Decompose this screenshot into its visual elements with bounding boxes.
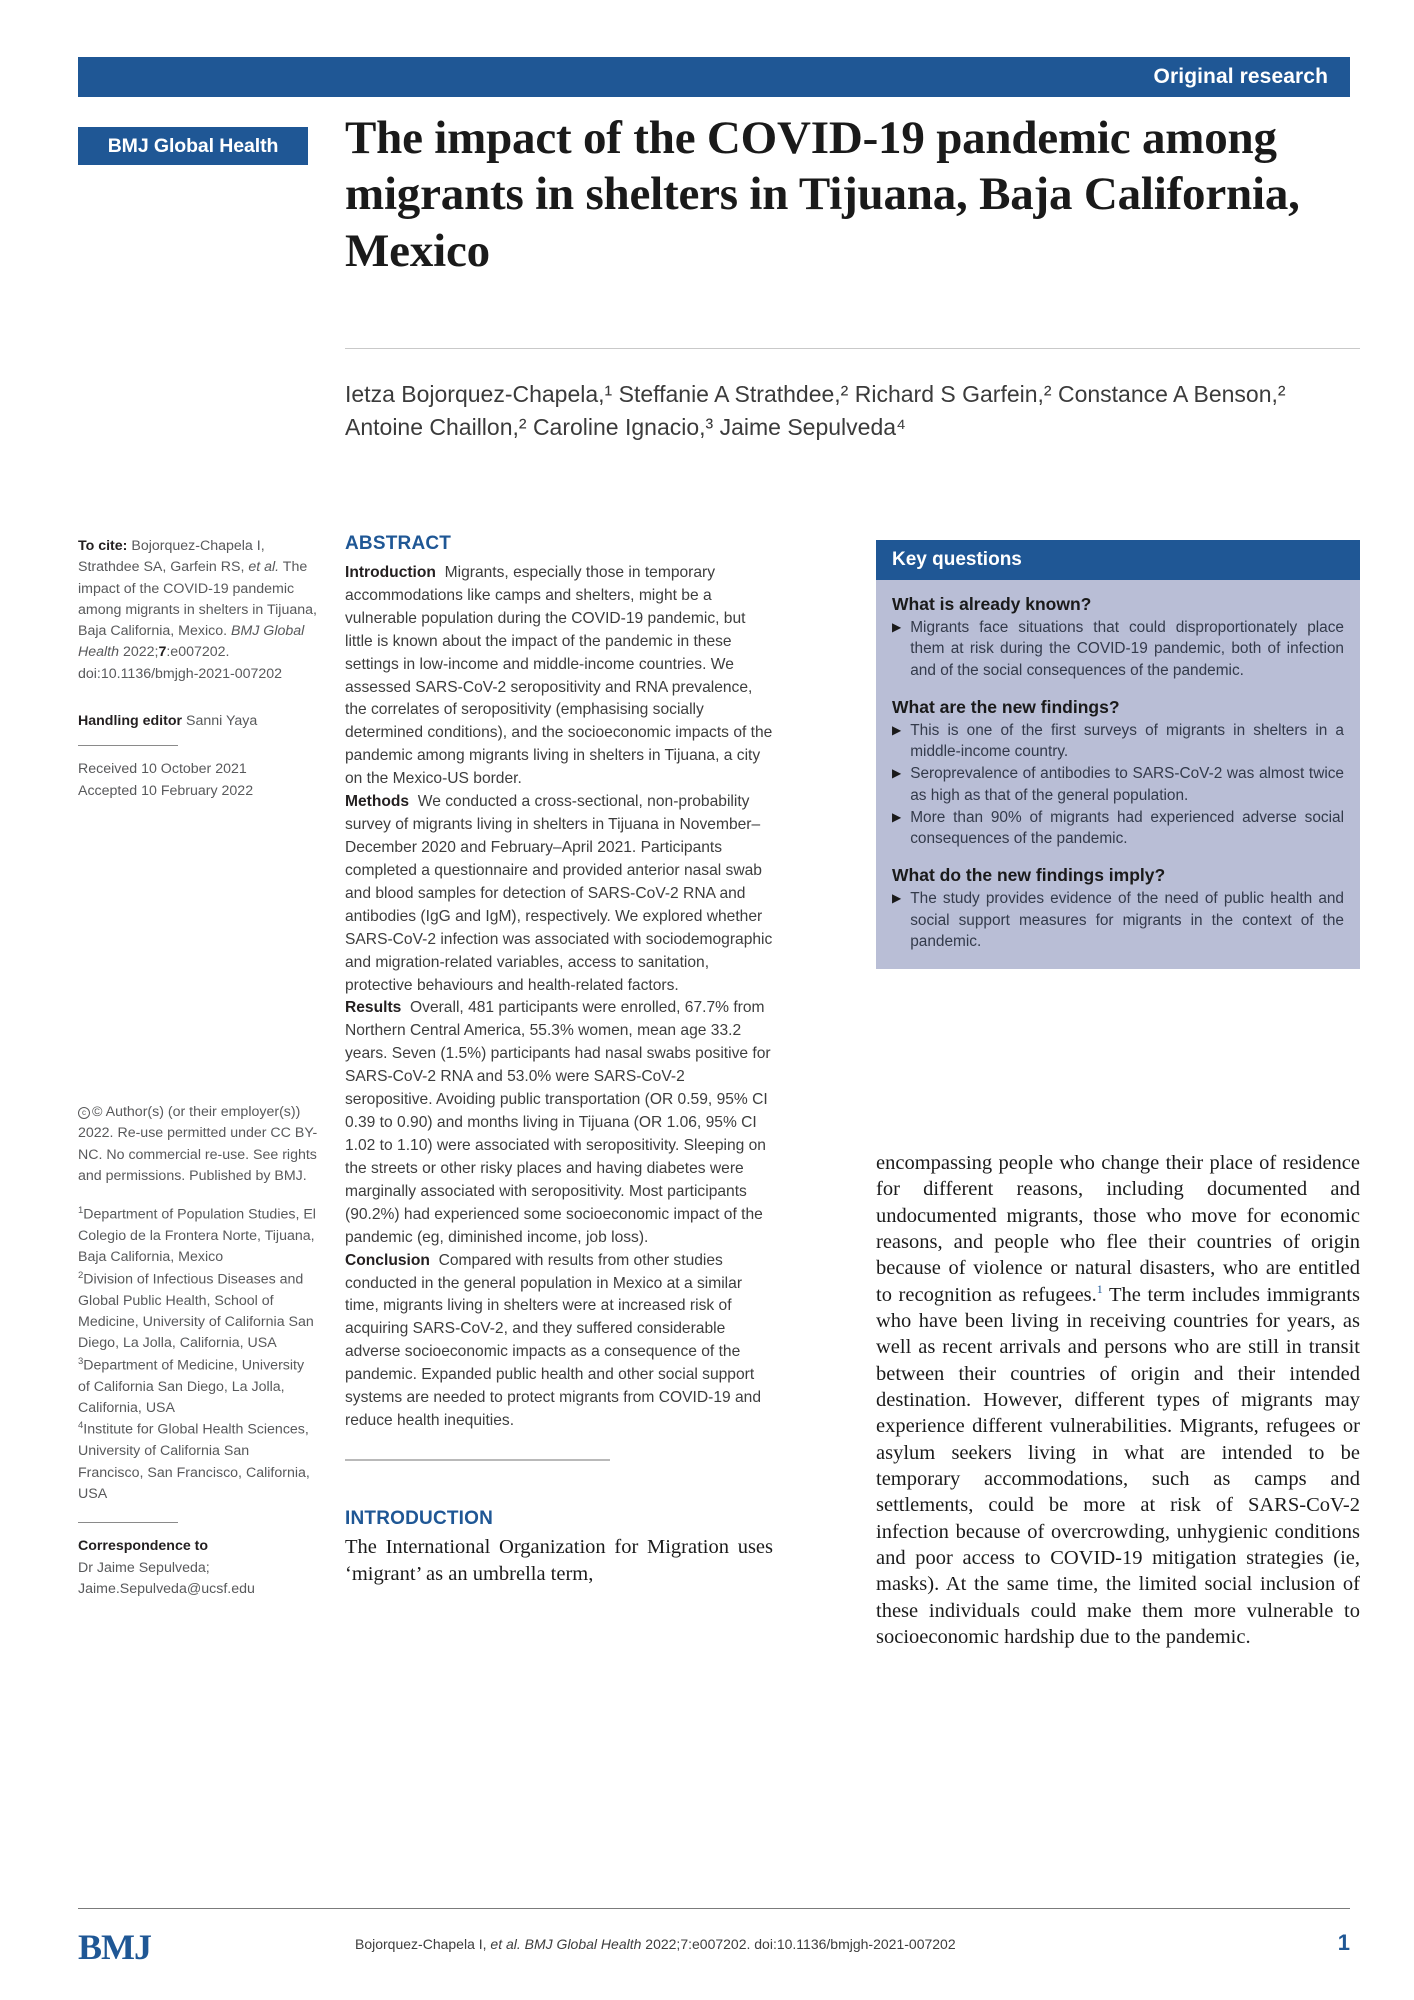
to-cite-journal: BMJ Global Health bbox=[78, 623, 305, 661]
received-date: Received 10 October 2021 bbox=[78, 761, 247, 778]
footer-citation-suffix: 2022;7:e007202. doi:10.1136/bmjgh-2021-007202 bbox=[645, 1936, 956, 1952]
affiliation-item bbox=[78, 1355, 318, 1420]
triangle-bullet-icon: ▶ bbox=[892, 722, 902, 737]
footer-citation bbox=[355, 1936, 1235, 1952]
affiliation-number: 4 bbox=[78, 1420, 84, 1432]
author-list bbox=[345, 378, 1360, 443]
abstract-methods bbox=[345, 791, 773, 997]
affiliation-number: 3 bbox=[78, 1355, 84, 1367]
to-cite-etal: et al. bbox=[248, 559, 280, 576]
correspondence-label: Correspondence to bbox=[78, 1538, 209, 1555]
key-questions-list bbox=[892, 720, 1344, 850]
key-questions-title: Key questions bbox=[876, 540, 1360, 580]
handling-editor-label: Handling editor bbox=[78, 713, 183, 730]
introduction-paragraph-1: encompassing people who change their place of residence for different reasons, including documented and undocumented migrants, those who move for economic reasons, and people who flee their countries of origin because of violence or natural disasters, who are entitled to recognition as refugees. bbox=[876, 1152, 1360, 1306]
copyright-text: © Author(s) (or their employer(s)) 2022. Re-use permitted under CC BY-NC. No commercial re-use. See rights and permissions. Published by BMJ. bbox=[78, 1103, 318, 1184]
running-head-label: Original research bbox=[1153, 65, 1328, 88]
handling-editor-name: Sanni Yaya bbox=[186, 713, 258, 730]
triangle-bullet-icon: ▶ bbox=[892, 766, 902, 781]
correspondence-email[interactable]: Jaime.Sepulveda@ucsf.edu bbox=[78, 1580, 255, 1597]
key-question-text: This is one of the first surveys of migrants in shelters in a middle-income country. bbox=[910, 721, 1344, 760]
list-item bbox=[892, 888, 1344, 952]
abstract-introduction-label: Introduction bbox=[345, 563, 436, 581]
affiliation-text: Department of Population Studies, El Colegio de la Frontera Norte, Tijuana, Baja California, Mexico bbox=[78, 1206, 316, 1266]
sidebar-divider-2 bbox=[78, 1522, 178, 1523]
list-item bbox=[892, 617, 1344, 681]
key-question-text: The study provides evidence of the need of public health and social support measures for migrants in the context of the pandemic. bbox=[910, 890, 1344, 950]
introduction-paragraph-2: The term includes immigrants who have been living in receiving countries for years, as well as recent arrivals and persons who are still in transit between their countries of origin and their intended destination. However, different types of migrants may experience different vulnerabilities. Migrants, refugees or asylum seekers living in what are intended to be temporary accommodations, such as camps and settlements, could be more at risk of SARS-CoV-2 infection because of overcrowding, unhygienic conditions and poor access to COVID-19 mitigation strategies (ie, masks). At the same time, the limited social inclusion of these individuals could make them more vulnerable to socioeconomic hardship due to the pandemic. bbox=[876, 1283, 1361, 1648]
affiliation-text: Department of Medicine, University of California San Diego, La Jolla, California, USA bbox=[78, 1357, 305, 1417]
key-question-text: Seroprevalence of antibodies to SARS-CoV-2 was almost twice as high as that of the general population. bbox=[910, 765, 1344, 804]
abstract-introduction bbox=[345, 562, 773, 791]
affiliation-number: 2 bbox=[78, 1269, 84, 1281]
to-cite-block bbox=[78, 536, 318, 685]
affiliation-number: 1 bbox=[78, 1205, 84, 1217]
key-questions-body bbox=[876, 580, 1360, 969]
abstract-results-label: Results bbox=[345, 999, 402, 1017]
introduction-text-mid: The International Organization for Migration uses ‘migrant’ as an umbrella term, bbox=[345, 1536, 773, 1585]
affiliation-item bbox=[78, 1269, 318, 1355]
affiliation-text: Division of Infectious Diseases and Global Public Health, School of Medicine, University of California San Diego, La Jolla, California, USA bbox=[78, 1271, 314, 1352]
footer-divider bbox=[78, 1908, 1350, 1909]
correspondence-block bbox=[78, 1536, 318, 1600]
abstract-divider bbox=[345, 1459, 610, 1461]
page-number: 1 bbox=[1337, 1930, 1350, 1955]
abstract-conclusion bbox=[345, 1250, 773, 1433]
footer-citation-journal: BMJ Global Health bbox=[524, 1936, 642, 1952]
handling-editor-block bbox=[78, 711, 318, 802]
key-questions-group-title: What is already known? bbox=[892, 594, 1092, 614]
copyright-icon: c bbox=[78, 1107, 90, 1119]
to-cite-text: Bojorquez-Chapela I, Strathdee SA, Garfein RS, et al. The impact of the COVID-19 pandemic among migrants in shelters in Tijuana, Baja California, Mexico. BMJ Global Health 2022;7:e007202. doi:10.1136/bmjgh-2021-007202 bbox=[78, 538, 317, 682]
triangle-bullet-icon: ▶ bbox=[892, 891, 902, 906]
abstract-conclusion-label: Conclusion bbox=[345, 1251, 430, 1269]
key-questions-group-title: What are the new findings? bbox=[892, 696, 1120, 717]
footer-citation-etal: et al. bbox=[490, 1936, 521, 1952]
reference-marker[interactable]: 1 bbox=[1096, 1281, 1103, 1296]
key-questions-list bbox=[892, 617, 1344, 681]
accepted-date: Accepted 10 February 2022 bbox=[78, 782, 254, 799]
metadata-sidebar bbox=[78, 536, 318, 1617]
affiliations-block bbox=[78, 1204, 318, 1505]
triangle-bullet-icon: ▶ bbox=[892, 809, 902, 824]
list-item bbox=[892, 763, 1344, 806]
introduction-text-right bbox=[876, 1150, 1360, 1650]
title-divider bbox=[345, 348, 1360, 349]
footer-citation-prefix: Bojorquez-Chapela I, bbox=[355, 1936, 487, 1952]
sidebar-divider-1 bbox=[78, 745, 178, 746]
correspondence-name: Dr Jaime Sepulveda; bbox=[78, 1559, 210, 1576]
abstract-results bbox=[345, 997, 773, 1249]
author-list-text: Ietza Bojorquez-Chapela,¹ Steffanie A Strathdee,² Richard S Garfein,² Constance A Benson,² Antoine Chaillon,² Caroline Ignacio,³ Jaime Sepulveda⁴ bbox=[345, 381, 1286, 440]
page-title: The impact of the COVID-19 pandemic among migrants in shelters in Tijuana, Baja California, Mexico bbox=[345, 112, 1300, 277]
running-head-bar bbox=[78, 57, 1350, 97]
abstract-introduction-text: Migrants, especially those in temporary accommodations like camps and shelters, might be a vulnerable population during the COVID-19 pandemic, but little is known about the impact of the pandemic in these settings in low-income and middle-income countries. We assessed SARS-CoV-2 seropositivity and RNA prevalence, the correlates of seropositivity (emphasising socially determined conditions), and the socioeconomic impacts of the pandemic among migrants living in shelters in Tijuana, a city on the Mexico-US border. bbox=[345, 563, 773, 788]
abstract-column bbox=[345, 530, 773, 1587]
key-questions-box bbox=[876, 540, 1360, 969]
bmj-logo: BMJ bbox=[78, 1927, 151, 1967]
key-question-text: More than 90% of migrants had experienced adverse social consequences of the pandemic. bbox=[910, 808, 1344, 847]
abstract-results-text: Overall, 481 participants were enrolled, 67.7% from Northern Central America, 55.3% women, mean age 33.2 years. Seven (1.5%) participants had nasal swabs positive for SARS-CoV-2 RNA and 53.0% were SARS-CoV-2 seropositive. Avoiding public transportation (OR 0.59, 95% CI 0.39 to 0.90) and months living in Tijuana (OR 1.06, 95% CI 1.02 to 1.10) were associated with seropositivity. Sleeping on the streets or other risky places and having diabetes were marginally associated with seropositivity. Most participants (90.2%) had experienced some socioeconomic impact of the pandemic (eg, diminished income, job loss). bbox=[345, 999, 771, 1246]
list-item bbox=[892, 807, 1344, 850]
triangle-bullet-icon: ▶ bbox=[892, 620, 902, 634]
key-question-text: Migrants face situations that could disproportionately place them at risk during the COVID-19 pandemic, both of infection and of the social consequences of the pandemic. bbox=[910, 619, 1344, 679]
key-questions-group-title: What do the new findings imply? bbox=[892, 865, 1166, 886]
copyright-block bbox=[78, 1102, 318, 1187]
affiliation-text: Institute for Global Health Sciences, University of California San Francisco, San Francisco, California, USA bbox=[78, 1422, 310, 1502]
abstract-conclusion-text: Compared with results from other studies conducted in the general population in Mexico at a similar time, migrants living in shelters were at increased risk of acquiring SARS-CoV-2, and they suffered considerable adverse socioeconomic impacts as a consequence of the pandemic. Expanded public health and other social support systems are needed to protect migrants from COVID-19 and reduce health inequities. bbox=[345, 1251, 762, 1430]
abstract-heading: ABSTRACT bbox=[345, 533, 452, 554]
affiliation-item bbox=[78, 1419, 318, 1505]
affiliation-item bbox=[78, 1204, 318, 1269]
abstract-methods-text: We conducted a cross-sectional, non-probability survey of migrants living in shelters in Tijuana in November–December 2020 and February–April 2021. Participants completed a questionnaire and provided anterior nasal swab and blood samples for detection of SARS-CoV-2 RNA and antibodies (IgG and IgM), respectively. We explored whether SARS-CoV-2 infection was associated with sociodemographic and migration-related variables, access to sanitation, protective behaviours and health-related factors. bbox=[345, 793, 773, 994]
journal-badge: BMJ Global Health bbox=[78, 127, 308, 165]
list-item bbox=[892, 720, 1344, 763]
abstract-methods-label: Methods bbox=[345, 793, 410, 811]
introduction-heading: INTRODUCTION bbox=[345, 1507, 494, 1529]
key-questions-list bbox=[892, 888, 1344, 952]
to-cite-label: To cite: bbox=[78, 538, 128, 554]
